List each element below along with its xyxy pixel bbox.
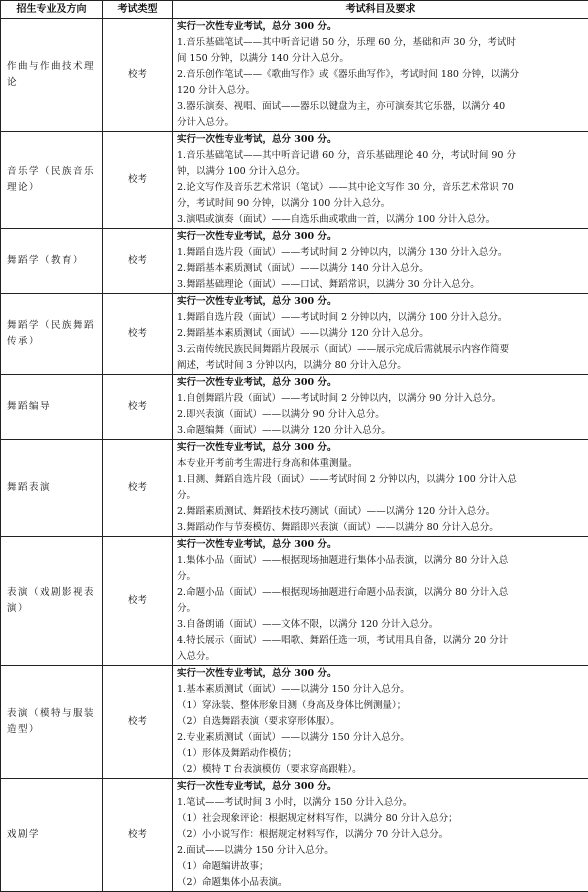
exam-type-cell: 校考 (103, 132, 173, 229)
requirement-summary: 实行一次性专业考试，总分 300 分。 (177, 229, 584, 245)
requirement-line: 分。 (177, 569, 584, 585)
exam-type-cell: 校考 (103, 779, 173, 892)
requirement-line: 钟，以满分 100 分计入总分。 (177, 164, 584, 180)
requirement-line: （1）社会现象评论：根据规定材料写作，以满分 80 分计入总分； (177, 811, 584, 827)
requirement-line: 1.目测、舞蹈自选片段（面试）——考试时间 2 分钟以内，以满分 100 分计入总 (177, 472, 584, 488)
requirement-line: 间 150 分钟，以满分 140 分计入总分。 (177, 51, 584, 67)
table-row (1, 294, 588, 375)
requirement-line: 2.舞蹈素质测试、舞蹈技术技巧测试（面试）——以满分 120 分计入总分。 (177, 504, 584, 520)
table-row (1, 537, 588, 666)
requirement-summary: 实行一次性专业考试，总分 300 分。 (177, 537, 584, 553)
requirement-line: （1）穿泳装、整体形象目测（身高及身体比例测量）； (177, 698, 584, 714)
major-cell: 表演（戏剧影视表演） (1, 537, 103, 666)
requirements-cell (173, 132, 588, 229)
requirement-line: 3.舞蹈动作与节奏模仿、舞蹈即兴表演（面试）——以满分 80 分计入总分。 (177, 520, 584, 536)
table-row (1, 440, 588, 537)
requirement-line: 3.器乐演奏、视唱、面试——器乐以键盘为主，亦可演奏其它乐器，以满分 40 (177, 99, 584, 115)
requirements-cell (173, 666, 588, 779)
requirement-line: 本专业开考前考生需进行身高和体重测量。 (177, 456, 584, 472)
requirement-line: 3.命题编舞（面试）——以满分 120 分计入总分。 (177, 423, 584, 439)
requirement-line: 分。 (177, 488, 584, 504)
header-major: 招生专业及方向 (1, 1, 103, 19)
requirement-line: 2.舞蹈基本素质测试（面试）——以满分 140 分计入总分。 (177, 261, 584, 277)
table-row (1, 375, 588, 440)
requirements-cell (173, 294, 588, 375)
requirement-line: 3.自备朗诵（面试）——文体不限，以满分 120 分计入总分。 (177, 617, 584, 633)
requirement-line: 1.音乐基础笔试——其中听音记谱 50 分，乐理 60 分，基础和声 30 分，考试时 (177, 35, 584, 51)
requirements-cell (173, 779, 588, 892)
requirement-line: 1.音乐基础笔试——其中听音记谱 60 分，音乐基础理论 40 分，考试时间 90 分 (177, 148, 584, 164)
requirement-line: 120 分计入总分。 (177, 83, 584, 99)
requirement-line: 2.即兴表演（面试）——以满分 90 分计入总分。 (177, 407, 584, 423)
requirement-line: 2.舞蹈基本素质测试（面试）——以满分 120 分计入总分。 (177, 326, 584, 342)
requirement-line: 3.舞蹈基础理论（面试）——口试、舞蹈常识，以满分 30 分计入总分。 (177, 277, 584, 293)
requirement-line: （1）形体及舞蹈动作模仿； (177, 746, 584, 762)
requirement-line: （2）命题集体小品表演。 (177, 875, 584, 891)
requirement-line: 4.特长展示（面试）——唱歌、舞蹈任选一项，考试用具自备，以满分 20 分计 (177, 633, 584, 649)
requirement-line: 1.集体小品（面试）——根据现场抽题进行集体小品表演，以满分 80 分计入总 (177, 553, 584, 569)
requirement-line: （1）命题编讲故事； (177, 859, 584, 875)
requirements-cell (173, 375, 588, 440)
requirement-line: 2.面试——以满分 150 分计入总分。 (177, 843, 584, 859)
requirements-cell (173, 19, 588, 132)
requirement-line: 1.自创舞蹈片段（面试）——考试时间 2 分钟以内，以满分 90 分计入总分。 (177, 391, 584, 407)
requirement-line: 分，考试时间 90 分钟，以满分 100 分计入总分。 (177, 196, 584, 212)
requirement-summary: 实行一次性专业考试，总分 300 分。 (177, 779, 584, 795)
requirement-line: 2.论文写作及音乐艺术常识（笔试）——其中论文写作 30 分，音乐艺术常识 70 (177, 180, 584, 196)
major-cell: 舞蹈学（教育） (1, 229, 103, 294)
major-cell: 舞蹈编导 (1, 375, 103, 440)
exam-type-cell: 校考 (103, 294, 173, 375)
requirement-line: 2.命题小品（面试）——根据现场抽题进行命题小品表演，以满分 80 分计入总 (177, 585, 584, 601)
header-exam-type: 考试类型 (103, 1, 173, 19)
table-row (1, 132, 588, 229)
requirements-cell (173, 440, 588, 537)
exam-type-cell: 校考 (103, 229, 173, 294)
exam-type-cell: 校考 (103, 19, 173, 132)
requirement-line: 3.云南传统民族民间舞蹈片段展示（面试）——展示完成后需就展示内容作简要 (177, 342, 584, 358)
requirement-line: 分计入总分。 (177, 115, 584, 131)
requirement-summary: 实行一次性专业考试，总分 300 分。 (177, 666, 584, 682)
table-row (1, 666, 588, 779)
requirement-summary: 实行一次性专业考试，总分 300 分。 (177, 294, 584, 310)
major-cell: 音乐学（民族音乐理论） (1, 132, 103, 229)
table-header-row (1, 1, 588, 19)
table-row (1, 779, 588, 892)
requirement-summary: 实行一次性专业考试，总分 300 分。 (177, 132, 584, 148)
major-cell: 表演（模特与服装造型） (1, 666, 103, 779)
requirements-cell (173, 537, 588, 666)
requirement-line: 入总分。 (177, 649, 584, 665)
major-cell: 舞蹈学（民族舞蹈传承） (1, 294, 103, 375)
requirement-line: 1.舞蹈自选片段（面试）——考试时间 2 分钟以内，以满分 100 分计入总分。 (177, 310, 584, 326)
exam-type-cell: 校考 (103, 375, 173, 440)
requirement-summary: 实行一次性专业考试，总分 300 分。 (177, 19, 584, 35)
exam-type-cell: 校考 (103, 440, 173, 537)
major-cell: 作曲与作曲技术理论 (1, 19, 103, 132)
major-cell: 戏剧学 (1, 779, 103, 892)
requirement-line: 2.专业素质测试（面试）——以满分 150 分计入总分。 (177, 730, 584, 746)
header-requirements: 考试科目及要求 (173, 1, 588, 19)
table-row (1, 229, 588, 294)
requirement-line: （2）自选舞蹈表演（要求穿形体服）。 (177, 714, 584, 730)
requirement-line: 1.基本素质测试（面试）——以满分 150 分计入总分。 (177, 682, 584, 698)
requirement-line: 1.笔试——考试时间 3 小时，以满分 150 分计入总分。 (177, 795, 584, 811)
exam-type-cell: 校考 (103, 666, 173, 779)
requirement-line: （2）小小说写作：根据规定材料写作，以满分 70 分计入总分。 (177, 827, 584, 843)
requirement-line: 阐述，考试时间 3 分钟以内，以满分 80 分计入总分。 (177, 358, 584, 374)
requirement-line: 分。 (177, 601, 584, 617)
exam-type-cell: 校考 (103, 537, 173, 666)
table-row (1, 19, 588, 132)
requirement-line: （2）模特 T 台表演模仿（要求穿高跟鞋）。 (177, 762, 584, 778)
requirement-line: 1.舞蹈自选片段（面试）——考试时间 2 分钟以内，以满分 130 分计入总分。 (177, 245, 584, 261)
requirement-line: 3.演唱或演奏（面试）——自选乐曲或歌曲一首，以满分 100 分计入总分。 (177, 212, 584, 228)
requirements-cell (173, 229, 588, 294)
requirement-summary: 实行一次性专业考试，总分 300 分。 (177, 375, 584, 391)
requirement-line: 2.音乐创作笔试——《歌曲写作》或《器乐曲写作》，考试时间 180 分钟，以满分 (177, 67, 584, 83)
requirement-summary: 实行一次性专业考试，总分 300 分。 (177, 440, 584, 456)
major-cell: 舞蹈表演 (1, 440, 103, 537)
